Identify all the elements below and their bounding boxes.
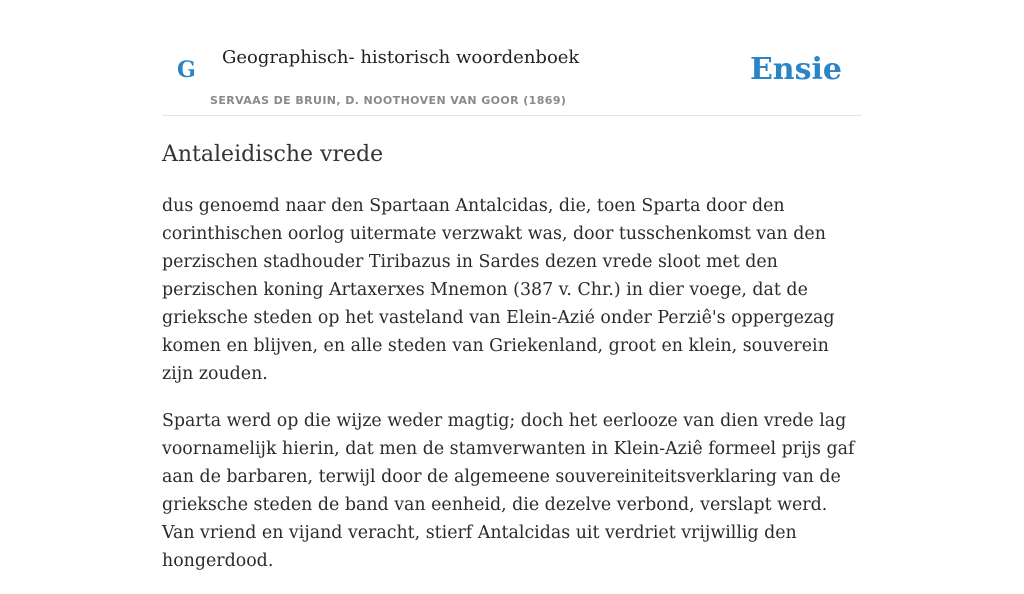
ensie-logo-link[interactable]: Ensie bbox=[749, 52, 842, 87]
entry-paragraph: Sparta werd op die wijze weder magtig; doch het eerlooze van dien vrede lag voornamelijk hierin, dat men de stamverwanten in Klein-Aziê formeel prijs gaf aan de barbaren, terwijl door de algemeene souvereiniteitsverklaring van de grieksche steden de band van eenheid, die dezelve verbond, verslapt werd. Van vriend en vijand veracht, stierf Antalcidas uit verdriet vrijwillig den hongerdood. bbox=[162, 411, 855, 571]
dictionary-authors: SERVAAS DE BRUIN, D. NOOTHOVEN VAN GOOR (1869) bbox=[210, 94, 567, 107]
entry-paragraph: dus genoemd naar den Spartaan Antalcidas, die, toen Sparta door den corinthischen oorlog uitermate verzwakt was, door tusschenkomst van den perzischen stadhouder Tiribazus in Sardes dezen vrede sloot met den perzischen koning Artaxerxes Mnemon (387 v. Chr.) in dier voege, dat de grieksche steden op het vasteland van Elein-Azié onder Perziê's oppergezag komen en blijven, en alle steden van Griekenland, groot en klein, souverein zijn zouden. bbox=[162, 196, 835, 384]
dictionary-logo-icon[interactable]: G bbox=[177, 57, 196, 83]
dictionary-title[interactable]: Geographisch- historisch woordenboek bbox=[222, 47, 580, 68]
dictionary-header bbox=[162, 0, 862, 116]
entry-body bbox=[162, 192, 862, 594]
entry-title: Antaleidische vrede bbox=[162, 142, 384, 167]
